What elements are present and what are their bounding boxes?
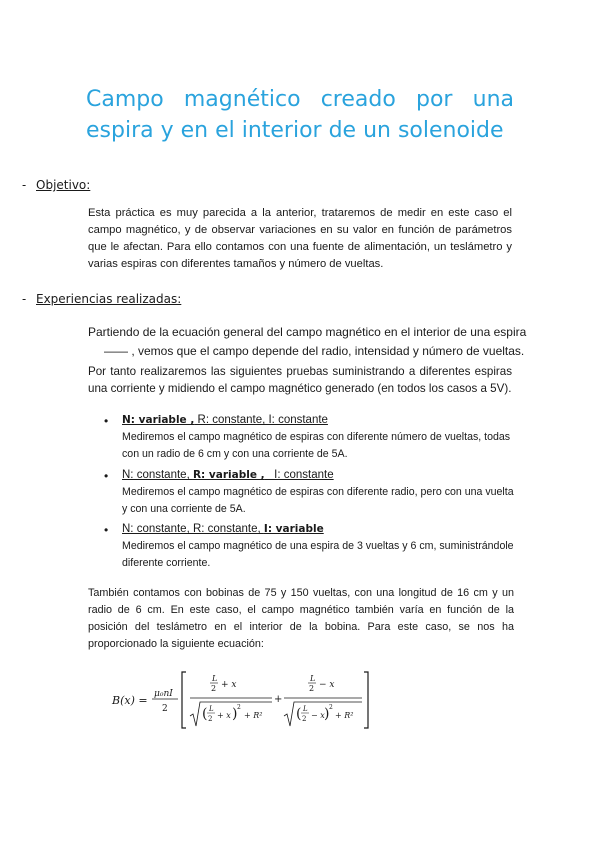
formula-r-squared: + R² xyxy=(244,711,263,720)
bullet-description: Mediremos el campo magnético de una espira de 3 vueltas y 6 cm, suministrándole diferente corriente. xyxy=(122,540,514,569)
intro-line-1: Partiendo de la ecuación general del campo magnético en el interior de una espira xyxy=(88,325,527,339)
formula-paren-close: ) xyxy=(324,706,330,722)
bullet-dot: • xyxy=(104,523,109,537)
section-objetivo-heading xyxy=(22,178,90,192)
formula-lhs: B(x) = xyxy=(112,694,148,707)
bullet-heading-rest: I: constante xyxy=(264,469,334,481)
bullet-heading-plain: N: constante, R: constante, xyxy=(122,523,264,535)
bullet-description: Mediremos el campo magnético de espiras con diferente número de vueltas, todas con un radio de 6 cm y con una corriente de 5A. xyxy=(122,431,511,460)
formula-paren-open: ( xyxy=(202,706,208,722)
section-label: Experiencias realizadas: xyxy=(36,292,182,306)
formula-minus-x: − x xyxy=(311,711,325,720)
formula-two-small: 2 xyxy=(208,715,213,723)
formula-left-bracket xyxy=(182,672,186,728)
formula-two-small: 2 xyxy=(309,684,315,693)
bullet-dot: • xyxy=(104,469,109,483)
formula-r-squared: + R² xyxy=(335,711,354,720)
formula-square: 2 xyxy=(329,704,333,711)
formula-l: L xyxy=(209,705,214,713)
formula-l: L xyxy=(310,674,316,683)
formula-paren-open: ( xyxy=(296,706,302,722)
objetivo-paragraph: Esta práctica es muy parecida a la anterior, trataremos de medir en este caso el campo magnético, y de observar variaciones en su valor en función de parámetros que le afectan. Para ello contamos con una fuente de alimentación, un teslámetro y varias espiras con diferentes tamaños y número de vueltas. xyxy=(88,207,512,270)
section-label: Objetivo: xyxy=(36,178,91,192)
bullet-heading xyxy=(122,469,334,481)
formula-two-small: 2 xyxy=(302,715,307,723)
bullet-heading-rest: R: constante, I: constante xyxy=(194,414,328,426)
formula-l: L xyxy=(212,674,218,683)
section-dash: - xyxy=(22,292,27,306)
solenoid-paragraph: También contamos con bobinas de 75 y 150 vueltas, con una longitud de 16 cm y un radio de 6 cm. En este caso, el campo magnético también varía en función de la posición del teslámetro en el interior de la bobina. Para este caso, se nos ha proporcionado la siguiente ecuación: xyxy=(88,587,514,650)
bullet-heading-bold: R: variable , xyxy=(192,469,265,481)
formula-square: 2 xyxy=(237,704,241,711)
page-title: Campo magnético creado por una espira y en el interior de un solenoide xyxy=(86,87,514,143)
formula-plus: + xyxy=(274,694,283,705)
bullet-description: Mediremos el campo magnético de espiras con diferente radio, pero con una vuelta y con una corriente de 5A. xyxy=(122,486,514,515)
section-dash: - xyxy=(22,178,27,192)
experiencias-paragraph: Por tanto realizaremos las siguientes pruebas suministrando a diferentes espiras una corriente y midiendo el campo magnético generado (en todos los casos a 5V). xyxy=(88,365,512,395)
bullet-dot: • xyxy=(104,414,109,428)
formula-mu-n-i: μ₀nI xyxy=(154,689,173,699)
formula-plus-x: + x xyxy=(221,680,237,690)
formula-plus-x: + x xyxy=(217,711,231,720)
bullet-heading xyxy=(122,414,328,426)
formula-right-bracket xyxy=(364,672,368,728)
section-experiencias-heading xyxy=(22,292,181,306)
bullet-heading-bold: N: variable , xyxy=(122,414,195,426)
bullet-heading-bold: I: variable xyxy=(263,523,324,535)
formula-two-small: 2 xyxy=(211,684,217,693)
formula-paren-close: ) xyxy=(232,706,238,722)
intro-line-2: —— , vemos que el campo depende del radio, intensidad y número de vueltas. xyxy=(104,344,525,358)
formula-two: 2 xyxy=(162,704,168,714)
formula-minus-x: − x xyxy=(319,680,335,690)
formula-l: L xyxy=(303,705,308,713)
magnetic-field-formula xyxy=(110,668,372,732)
bullet-heading-plain: N: constante, xyxy=(122,469,193,481)
bullet-heading xyxy=(122,523,324,535)
